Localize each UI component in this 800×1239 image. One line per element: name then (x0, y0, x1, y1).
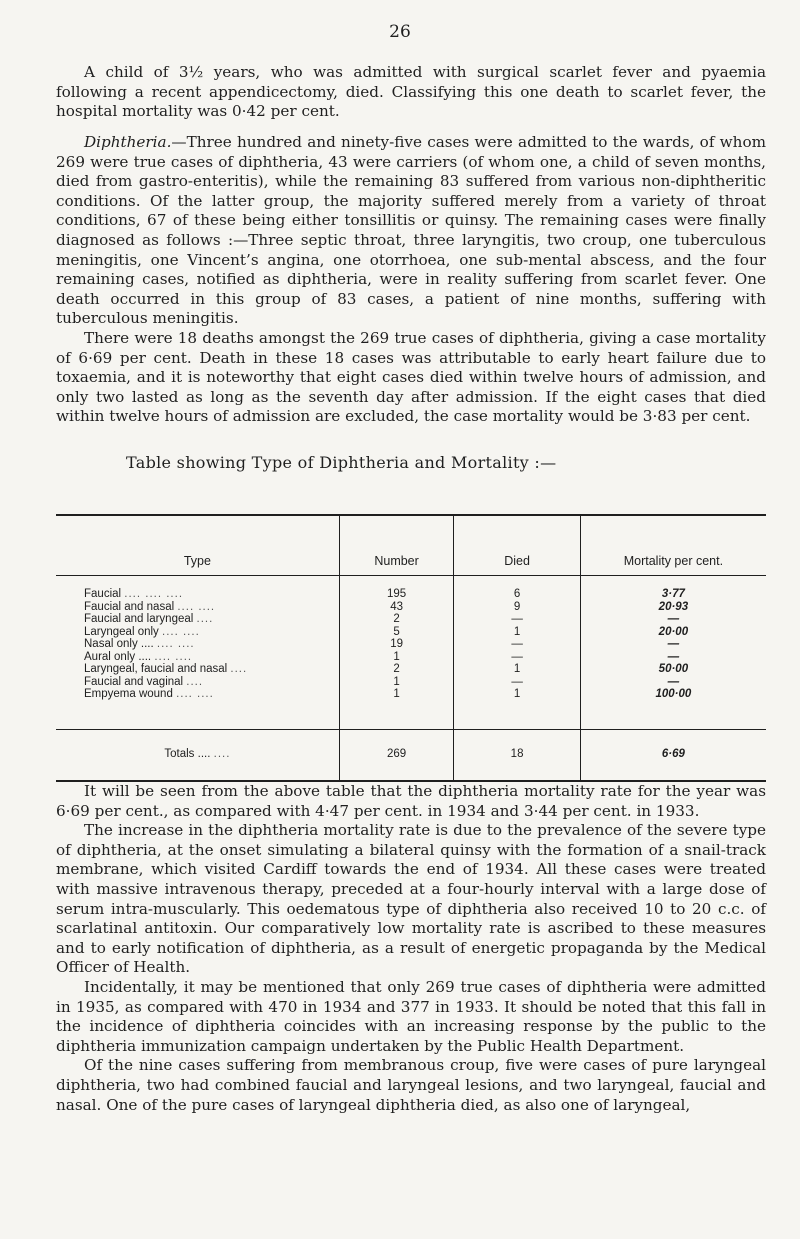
table-row (56, 651, 766, 664)
row-mortality: 3·77 (580, 588, 766, 601)
row-number: 43 (339, 601, 454, 614)
post-table-section (56, 782, 766, 1115)
totals-label: Totals .... .... (56, 729, 339, 780)
diphtheria-paragraph-1-text: —Three hundred and ninety-five cases were admitted to the wards, of whom 269 were true cases of diphtheria, 43 were carriers (of whom one, a child of seven months, died from gastro-enteritis), while the remaining 83 suffered from various non-diphtheritic conditions. Of the latter group, the majority suffered merely from a variety of throat conditions, 67 of these being either tonsillitis or quinsy. The remaining cases were finally diagnosed as follows :—Three septic throat, three laryngitis, two croup, one tuberculous meningitis, one Vincent’s angina, one otorrhoea, one sub-mental abscess, and the four remaining cases, notified as diphtheria, were in reality suffering from scarlet fever. One death occurred in this group of 83 cases, a patient of nine months, suffering with tuberculous meningitis. (56, 133, 766, 328)
table-row (56, 601, 766, 614)
row-mortality: — (580, 651, 766, 664)
row-died: 1 (454, 663, 580, 676)
totals-number: 269 (339, 729, 454, 780)
row-type: Empyema wound .... .... (84, 688, 214, 700)
table-row (56, 663, 766, 676)
diphtheria-paragraph-2: There were 18 deaths amongst the 269 true cases of diphtheria, giving a case mortality of 6·69 per cent. Death in these 18 cases was attributable to early heart failure due to toxaemia, and it is noteworthy that eight cases died within twelve hours of admission, and only two lasted as long as the seventh day after admission. If the eight cases that died within twelve hours of admission are excluded, the case mortality would be 3·83 per cent. (56, 328, 766, 426)
table-caption: Table showing Type of Diphtheria and Mortality :— (126, 453, 557, 472)
header-mortality: Mortality per cent. (580, 516, 766, 576)
diphtheria-section (56, 133, 766, 427)
row-died: — (454, 638, 580, 651)
diphtheria-heading: Diphtheria. (84, 133, 172, 151)
table-header-row (56, 516, 766, 576)
row-number: 2 (339, 663, 454, 676)
intro-paragraph: A child of 3½ years, who was admitted with surgical scarlet fever and pyaemia following a recent appendicectomy, died. Classifying this one death to scarlet fever, the hospital mortality was 0·42 per cent. (56, 63, 766, 121)
row-type: Laryngeal only .... .... (84, 625, 200, 638)
row-died: 6 (454, 588, 580, 601)
row-number: 195 (339, 588, 454, 601)
row-number: 5 (339, 626, 454, 639)
header-died: Died (454, 516, 580, 576)
diphtheria-paragraph-1 (56, 133, 766, 329)
page-number: 26 (389, 22, 411, 42)
row-died: 1 (454, 626, 580, 639)
paragraph-after-4: Of the nine cases suffering from membranous croup, five were cases of pure laryngeal diphtheria, two had combined faucial and laryngeal lesions, and two laryngeal, faucial and nasal. One of the pure cases of laryngeal diphtheria died, as also one of laryngeal, (56, 1056, 766, 1114)
table-row (56, 588, 766, 601)
totals-died: 18 (454, 729, 580, 780)
row-type: Faucial .... .... .... (84, 588, 184, 600)
row-died: — (454, 676, 580, 689)
paragraph-after-1: It will be seen from the above table that the diphtheria mortality rate for the year was 6·69 per cent., as compared with 4·47 per cent. in 1934 and 3·44 per cent. in 1933. (56, 782, 766, 820)
row-type: Nasal only .... .... .... (84, 638, 195, 650)
row-died: 1 (454, 688, 580, 701)
mortality-table (56, 516, 766, 780)
table-row (56, 638, 766, 651)
row-mortality: — (580, 638, 766, 651)
row-died: — (454, 651, 580, 664)
row-died: — (454, 613, 580, 626)
row-type: Faucial and vaginal .... (84, 675, 204, 688)
row-mortality: 20·93 (580, 601, 766, 614)
table-row (56, 613, 766, 626)
totals-mortality: 6·69 (580, 729, 766, 780)
row-number: 19 (339, 638, 454, 651)
header-type: Type (56, 516, 339, 576)
totals-row (56, 729, 766, 780)
table-row (56, 676, 766, 689)
table-row (56, 688, 766, 701)
row-number: 2 (339, 613, 454, 626)
row-died: 9 (454, 601, 580, 614)
row-type: Faucial and laryngeal .... (84, 613, 214, 625)
row-number: 1 (339, 676, 454, 689)
row-type: Aural only .... .... .... (84, 650, 193, 663)
row-type: Faucial and nasal .... .... (84, 600, 216, 613)
row-mortality: — (580, 613, 766, 626)
row-mortality: 20·00 (580, 626, 766, 639)
header-number: Number (339, 516, 454, 576)
row-type: Laryngeal, faucial and nasal .... (84, 663, 248, 675)
row-mortality: — (580, 676, 766, 689)
table-row (56, 626, 766, 639)
row-mortality: 100·00 (580, 688, 766, 701)
row-number: 1 (339, 651, 454, 664)
row-mortality: 50·00 (580, 663, 766, 676)
row-number: 1 (339, 688, 454, 701)
mortality-table-container (56, 514, 766, 782)
paragraph-after-3: Incidentally, it may be mentioned that only 269 true cases of diphtheria were admitted in 1935, as compared with 470 in 1934 and 377 in 1933. It should be noted that this fall in the incidence of diphtheria coincides with an increasing response by the public to the diphtheria immunization campaign undertaken by the Public Health Department. (56, 977, 766, 1055)
intro-paragraph-block (56, 63, 766, 122)
paragraph-after-2: The increase in the diphtheria mortality rate is due to the prevalence of the severe type of diphtheria, at the onset simulating a bilateral quinsy with the formation of a snail-track membrane, which visited Cardiff towards the end of 1934. All these cases were treated with massive intravenous therapy, preceded at a four-hourly interval with a large dose of serum intra-muscularly. This oedematous type of diphtheria also received 10 to 20 c.c. of scarlatinal antitoxin. Our comparatively low mortality rate is ascribed to these measures and to early notification of diphtheria, as a result of energetic propaganda by the Medical Officer of Health. (56, 821, 766, 977)
